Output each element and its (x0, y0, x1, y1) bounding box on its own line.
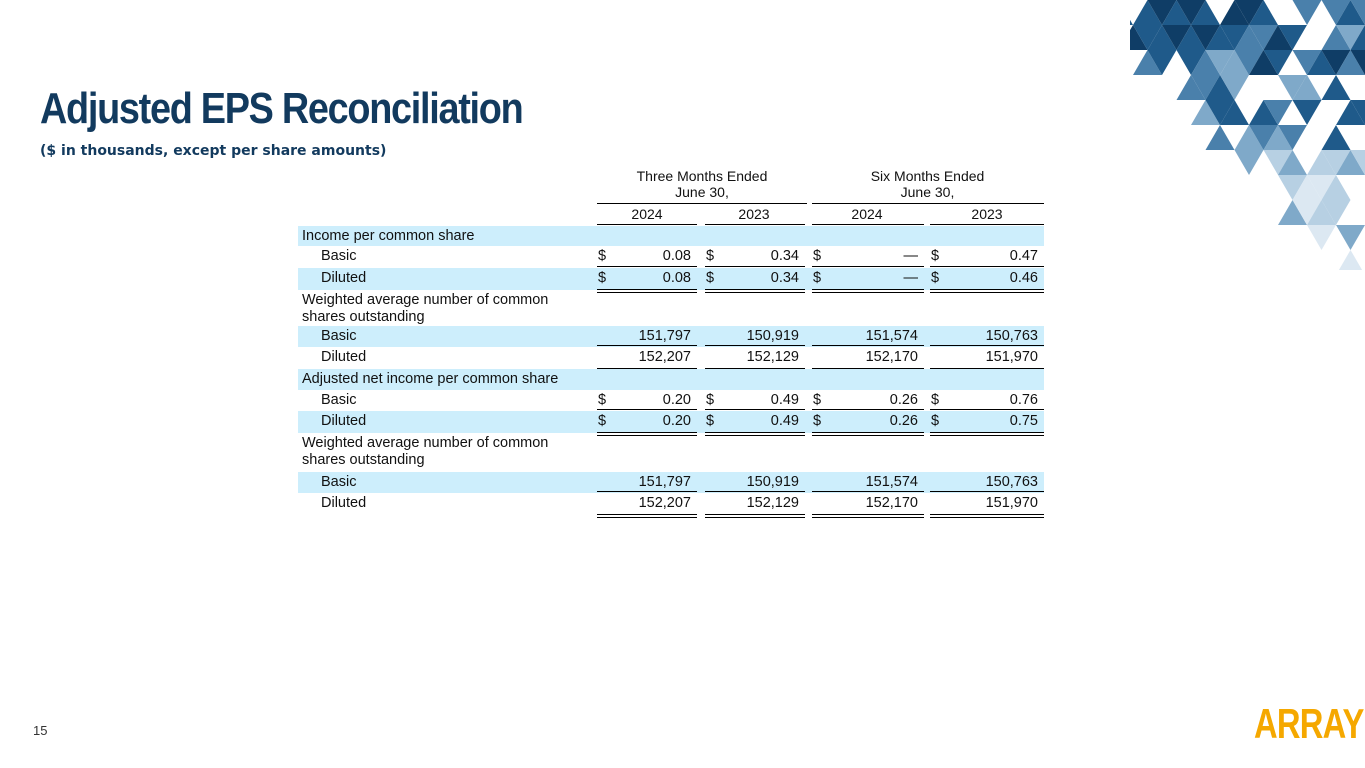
decorative-triangle (1322, 125, 1351, 150)
single-underline (930, 491, 1044, 492)
year-header-underline (930, 224, 1044, 225)
double-underline (597, 514, 697, 518)
table-cell-value: 150,919 (746, 328, 799, 344)
group-header-underline (812, 203, 1044, 204)
table-cell-value: 152,129 (746, 495, 799, 511)
table-cell-value: 0.76 (1009, 392, 1038, 408)
currency-symbol: $ (813, 270, 822, 286)
currency-symbol: $ (931, 248, 940, 264)
triangle-pattern-decoration (1130, 0, 1365, 270)
table-cell-value: 151,970 (985, 349, 1038, 365)
table-cell-value: 152,207 (638, 349, 691, 365)
currency-symbol: $ (598, 392, 607, 408)
year-header-underline (597, 224, 697, 225)
row-label: Diluted (321, 349, 367, 365)
row-label: Diluted (321, 495, 367, 511)
table-cell-value: 0.47 (1009, 248, 1038, 264)
currency-symbol: $ (706, 248, 715, 264)
single-underline (597, 266, 697, 267)
group-header-three-months (597, 168, 807, 200)
group-header-underline (597, 203, 807, 204)
single-underline (930, 266, 1044, 267)
row-label: Basic (321, 474, 357, 490)
currency-symbol: $ (931, 270, 940, 286)
table-cell-value: — (903, 270, 918, 286)
row-label: Adjusted net income per common share (302, 371, 559, 387)
single-underline (812, 409, 924, 410)
row-label: Basic (321, 328, 357, 344)
year-header: 2023 (971, 206, 1003, 222)
group-header-line2: June 30, (900, 184, 955, 200)
table-cell-value: 151,970 (985, 495, 1038, 511)
decorative-triangle (1336, 250, 1365, 270)
table-cell-value: 151,797 (638, 328, 691, 344)
table-cell-value: 0.46 (1009, 270, 1038, 286)
table-cell-value: 0.08 (662, 270, 691, 286)
group-header-line2: June 30, (675, 184, 729, 200)
single-underline (597, 345, 697, 346)
row-label: Weighted average number of common shares outstanding (302, 292, 549, 325)
decorative-triangle (1235, 150, 1264, 175)
table-cell-value: 0.26 (889, 413, 918, 429)
table-cell-value: 0.26 (889, 392, 918, 408)
year-header-underline (812, 224, 924, 225)
table-cell-value: 152,207 (638, 495, 691, 511)
year-header: 2023 (738, 206, 770, 222)
currency-symbol: $ (598, 413, 607, 429)
table-cell-value: 0.49 (770, 413, 799, 429)
table-cell-value: 0.49 (770, 392, 799, 408)
currency-symbol: $ (598, 270, 607, 286)
decorative-triangle (1336, 225, 1365, 250)
double-underline (705, 514, 805, 518)
table-cell-value: 0.20 (662, 413, 691, 429)
currency-symbol: $ (931, 392, 940, 408)
slide-subtitle: ($ in thousands, except per share amounts) (40, 143, 387, 159)
decorative-triangle (1307, 225, 1336, 250)
group-header-line1: Three Months Ended (636, 168, 768, 184)
single-underline (705, 345, 805, 346)
currency-symbol: $ (813, 248, 822, 264)
table-cell-value: 0.75 (1009, 413, 1038, 429)
row-label: Diluted (321, 270, 367, 286)
row-label: Income per common share (302, 228, 475, 244)
table-cell-value: 152,170 (865, 349, 918, 365)
single-underline (705, 266, 805, 267)
table-cell-value: 0.08 (662, 248, 691, 264)
table-cell-value: 151,574 (865, 328, 918, 344)
table-cell-value: 0.34 (770, 248, 799, 264)
year-header: 2024 (631, 206, 663, 222)
currency-symbol: $ (813, 413, 822, 429)
double-underline (930, 514, 1044, 518)
single-underline (812, 345, 924, 346)
table-cell-value: — (903, 248, 918, 264)
row-label: Diluted (321, 413, 367, 429)
single-underline (705, 491, 805, 492)
decorative-triangle (1130, 0, 1133, 25)
row-label: Weighted average number of common shares outstanding (302, 435, 549, 468)
group-header-six-months (815, 168, 1040, 200)
decorative-triangle (1206, 125, 1235, 150)
single-underline (930, 409, 1044, 410)
table-cell-value: 152,129 (746, 349, 799, 365)
table-cell-value: 150,763 (985, 474, 1038, 490)
array-logo: ARRAY (1254, 700, 1364, 747)
single-underline (597, 491, 697, 492)
table-cell-value: 150,763 (985, 328, 1038, 344)
page-number: 15 (33, 723, 48, 738)
currency-symbol: $ (598, 248, 607, 264)
decorative-triangle (1322, 75, 1351, 100)
decorative-triangle (1293, 100, 1322, 125)
table-cell-value: 151,797 (638, 474, 691, 490)
table-cell-value: 150,919 (746, 474, 799, 490)
single-underline (812, 266, 924, 267)
currency-symbol: $ (931, 413, 940, 429)
currency-symbol: $ (706, 392, 715, 408)
single-underline (597, 409, 697, 410)
single-underline (812, 491, 924, 492)
table-cell-value: 152,170 (865, 495, 918, 511)
row-label: Basic (321, 392, 357, 408)
currency-symbol: $ (706, 413, 715, 429)
single-underline (705, 409, 805, 410)
group-header-line1: Six Months Ended (870, 168, 985, 184)
decorative-triangle (1293, 0, 1322, 25)
row-label: Basic (321, 248, 357, 264)
double-underline (812, 514, 924, 518)
currency-symbol: $ (813, 392, 822, 408)
table-cell-value: 0.34 (770, 270, 799, 286)
table-cell-value: 151,574 (865, 474, 918, 490)
currency-symbol: $ (706, 270, 715, 286)
slide-title: Adjusted EPS Reconciliation (40, 84, 523, 133)
table-cell-value: 0.20 (662, 392, 691, 408)
year-header: 2024 (851, 206, 883, 222)
single-underline (930, 345, 1044, 346)
year-header-underline (705, 224, 805, 225)
